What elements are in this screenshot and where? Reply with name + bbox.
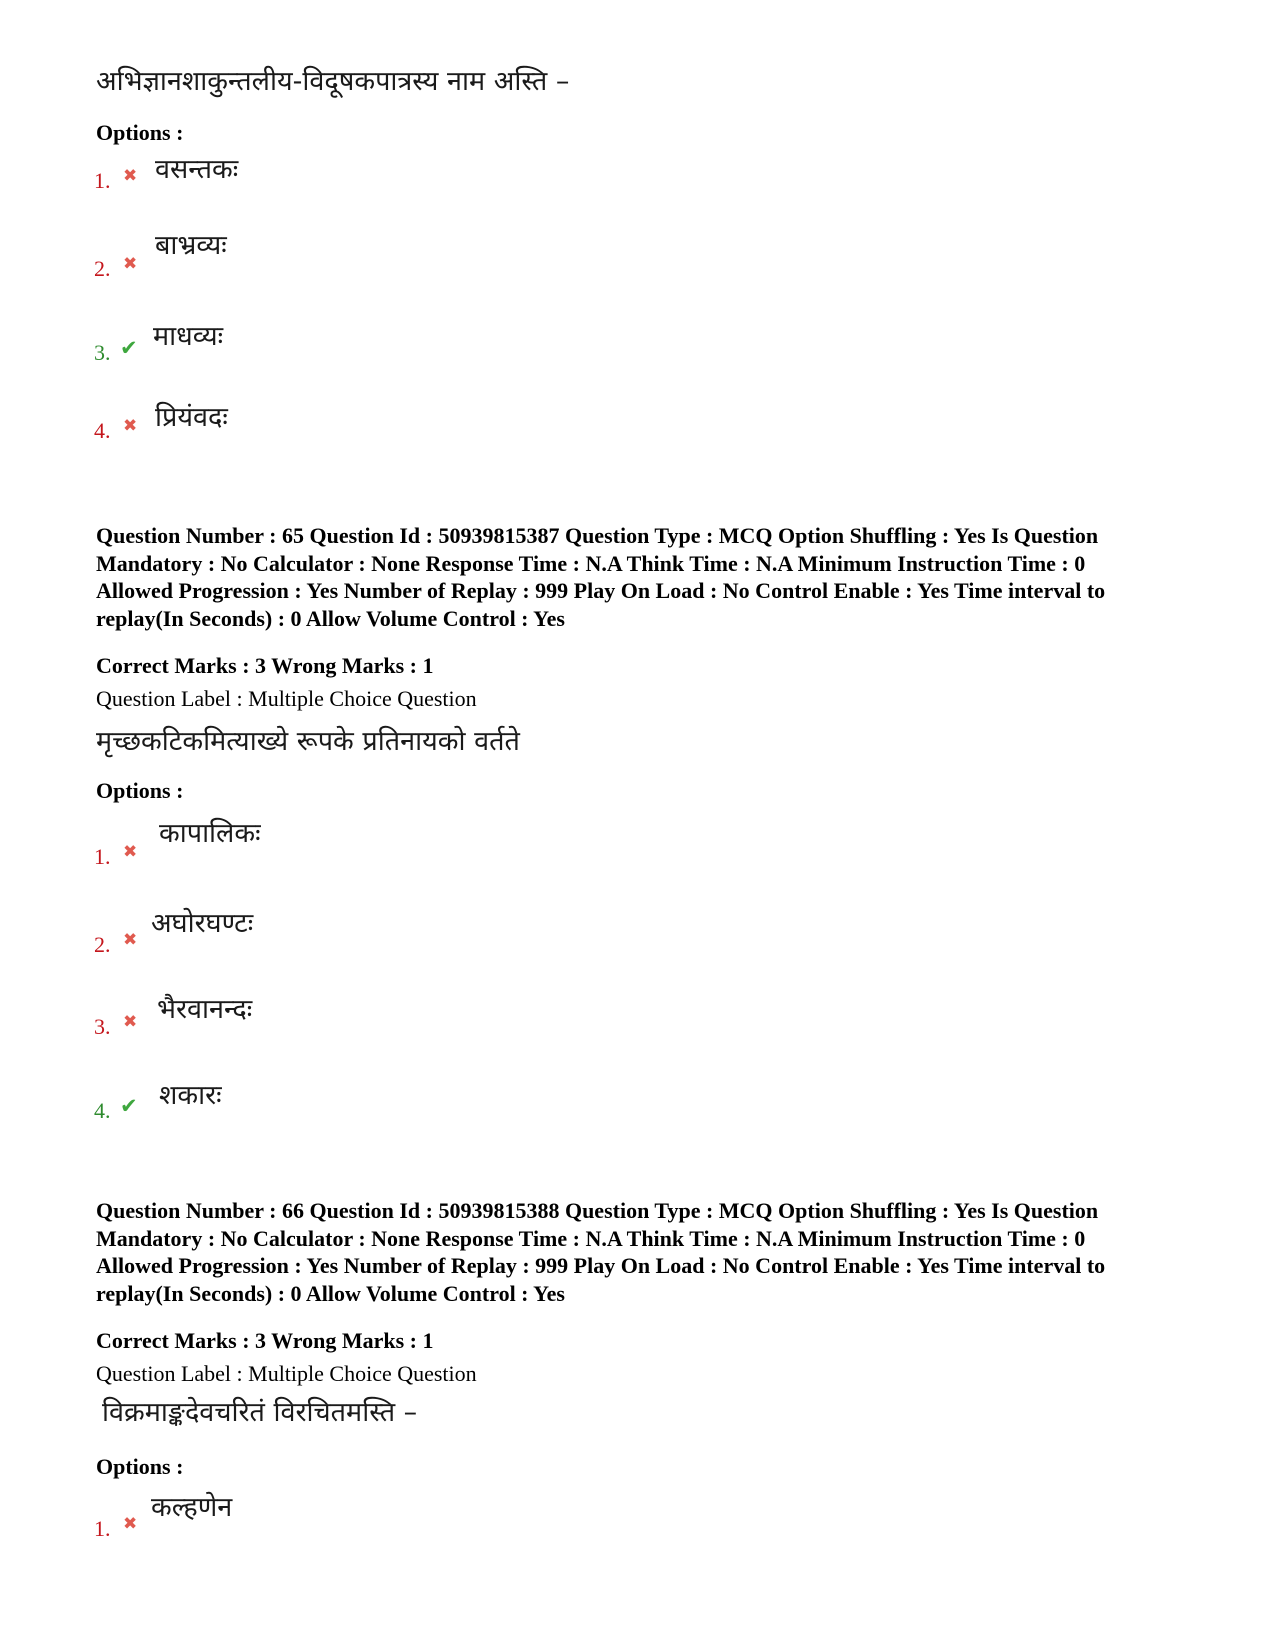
option-text: प्रियंवदः — [155, 402, 228, 433]
q66-label: Question Label : Multiple Choice Question — [96, 1361, 477, 1386]
cross-icon: ✖ — [123, 1514, 138, 1534]
q65-question-text: मृच्छकटिकमित्याख्ये रूपके प्रतिनायको वर्तते — [96, 726, 520, 757]
option-text: वसन्तकः — [155, 154, 239, 185]
option-text: कापालिकः — [159, 818, 261, 849]
check-icon: ✔ — [120, 336, 138, 360]
option-number: 2. — [94, 932, 111, 957]
q64-options-heading: Options : — [96, 120, 184, 145]
option-text: भैरवानन्दः — [157, 994, 253, 1025]
q64-question-text: अभिज्ञानशाकुन्तलीय-विदूषकपात्रस्य नाम अस्ति – — [96, 66, 570, 97]
q66-meta: Question Number : 66 Question Id : 50939815388 Question Type : MCQ Option Shuffling : Yes Is Question Mandatory : No Calculator : None Response Time : N.A Think Time : N.A Minimum Instruction Time : 0 Allowed Progression : Yes Number of Replay : 999 Play On Load : No Control Enable : Yes Time interval to replay(In Seconds) : 0 Allow Volume Control : Yes — [96, 1198, 1106, 1306]
option-number: 4. — [94, 418, 111, 443]
q65-options-heading: Options : — [96, 778, 184, 803]
option-number: 1. — [94, 168, 111, 193]
cross-icon: ✖ — [123, 1012, 138, 1032]
option-number: 4. — [94, 1098, 111, 1123]
option-text: माधव्यः — [153, 321, 224, 352]
option-number: 2. — [94, 256, 111, 281]
option-text: कल्हणेन — [151, 1492, 233, 1523]
q65-label: Question Label : Multiple Choice Question — [96, 686, 477, 711]
option-text: अघोरघण्टः — [151, 908, 254, 939]
cross-icon: ✖ — [123, 254, 138, 274]
option-number: 1. — [94, 844, 111, 869]
cross-icon: ✖ — [123, 842, 138, 862]
q66-question-text: विक्रमाङ्कदेवचरितं विरचितमस्ति – — [102, 1397, 418, 1428]
option-text: शकारः — [159, 1080, 222, 1111]
option-number: 1. — [94, 1516, 111, 1541]
cross-icon: ✖ — [123, 930, 138, 950]
q65-marks: Correct Marks : 3 Wrong Marks : 1 — [96, 653, 434, 678]
check-icon: ✔ — [120, 1094, 138, 1118]
option-text: बाभ्रव्यः — [155, 230, 227, 261]
q65-meta: Question Number : 65 Question Id : 50939815387 Question Type : MCQ Option Shuffling : Yes Is Question Mandatory : No Calculator : None Response Time : N.A Think Time : N.A Minimum Instruction Time : 0 Allowed Progression : Yes Number of Replay : 999 Play On Load : No Control Enable : Yes Time interval to replay(In Seconds) : 0 Allow Volume Control : Yes — [96, 523, 1106, 631]
cross-icon: ✖ — [123, 416, 138, 436]
q66-options-heading: Options : — [96, 1454, 184, 1479]
q66-marks: Correct Marks : 3 Wrong Marks : 1 — [96, 1328, 434, 1353]
cross-icon: ✖ — [123, 166, 138, 186]
option-number: 3. — [94, 1014, 111, 1039]
option-number: 3. — [94, 340, 111, 365]
